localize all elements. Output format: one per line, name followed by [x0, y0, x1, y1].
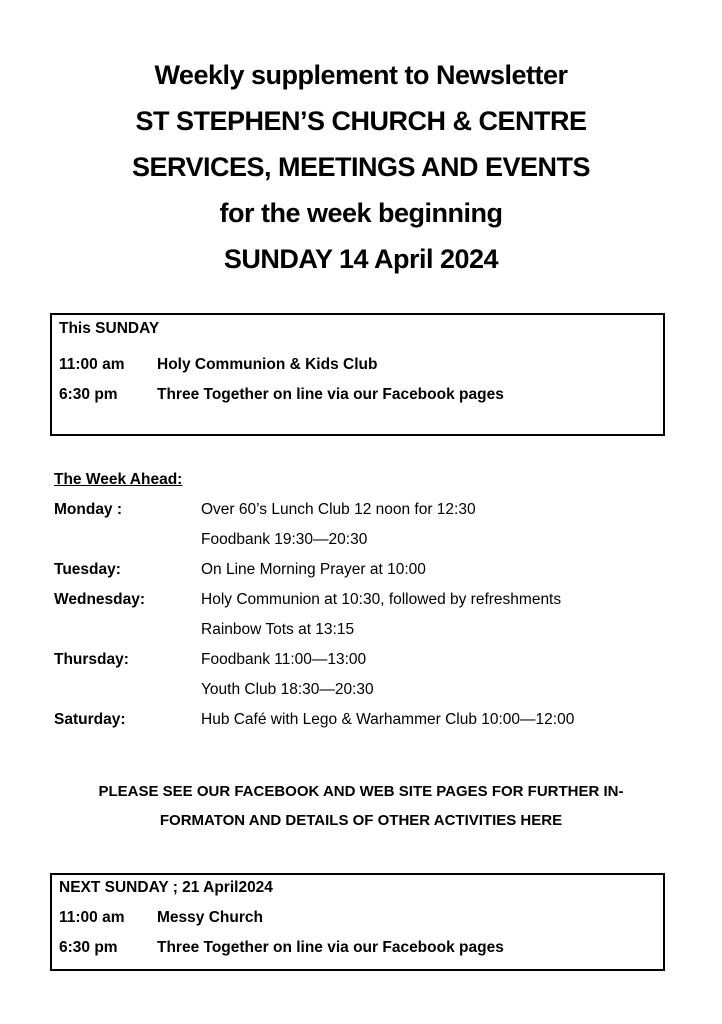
next-sunday-heading: NEXT SUNDAY ; 21 April2024 — [59, 879, 273, 896]
this-sunday-heading: This SUNDAY — [59, 320, 160, 337]
service-time: 6:30 pm — [59, 386, 118, 403]
service-event: Three Together on line via our Facebook pages — [157, 939, 504, 956]
week-day: Wednesday: — [54, 591, 146, 608]
title-line: ST STEPHEN’S CHURCH & CENTRE — [135, 106, 587, 136]
title-line: SUNDAY 14 April 2024 — [223, 244, 499, 274]
notice-line: PLEASE SEE OUR FACEBOOK AND WEB SITE PAGES FOR FURTHER IN- — [98, 783, 624, 800]
week-day: Thursday: — [54, 651, 129, 668]
week-event: On Line Morning Prayer at 10:00 — [201, 561, 426, 578]
week-event: Youth Club 18:30—20:30 — [201, 681, 374, 698]
service-time: 11:00 am — [59, 909, 125, 926]
service-event: Three Together on line via our Facebook pages — [157, 386, 504, 403]
notice-line: FORMATON AND DETAILS OF OTHER ACTIVITIES HERE — [159, 812, 563, 829]
service-time: 11:00 am — [59, 356, 125, 373]
week-event: Hub Café with Lego & Warhammer Club 10:00—12:00 — [201, 711, 575, 728]
week-event: Over 60’s Lunch Club 12 noon for 12:30 — [201, 501, 476, 518]
title-line: for the week beginning — [219, 198, 503, 228]
week-event: Foodbank 11:00—13:00 — [201, 651, 367, 668]
service-event: Messy Church — [157, 909, 263, 926]
week-day: Saturday: — [54, 711, 126, 728]
service-event: Holy Communion & Kids Club — [157, 356, 378, 373]
title-line: Weekly supplement to Newsletter — [154, 60, 568, 90]
week-event: Rainbow Tots at 13:15 — [201, 621, 355, 638]
week-event: Foodbank 19:30—20:30 — [201, 531, 368, 548]
week-event: Holy Communion at 10:30, followed by refreshments — [201, 591, 562, 608]
week-ahead-heading: The Week Ahead: — [54, 471, 183, 488]
week-day: Tuesday: — [54, 561, 121, 578]
service-time: 6:30 pm — [59, 939, 118, 956]
title-line: SERVICES, MEETINGS AND EVENTS — [131, 152, 591, 182]
week-day: Monday : — [54, 501, 123, 518]
